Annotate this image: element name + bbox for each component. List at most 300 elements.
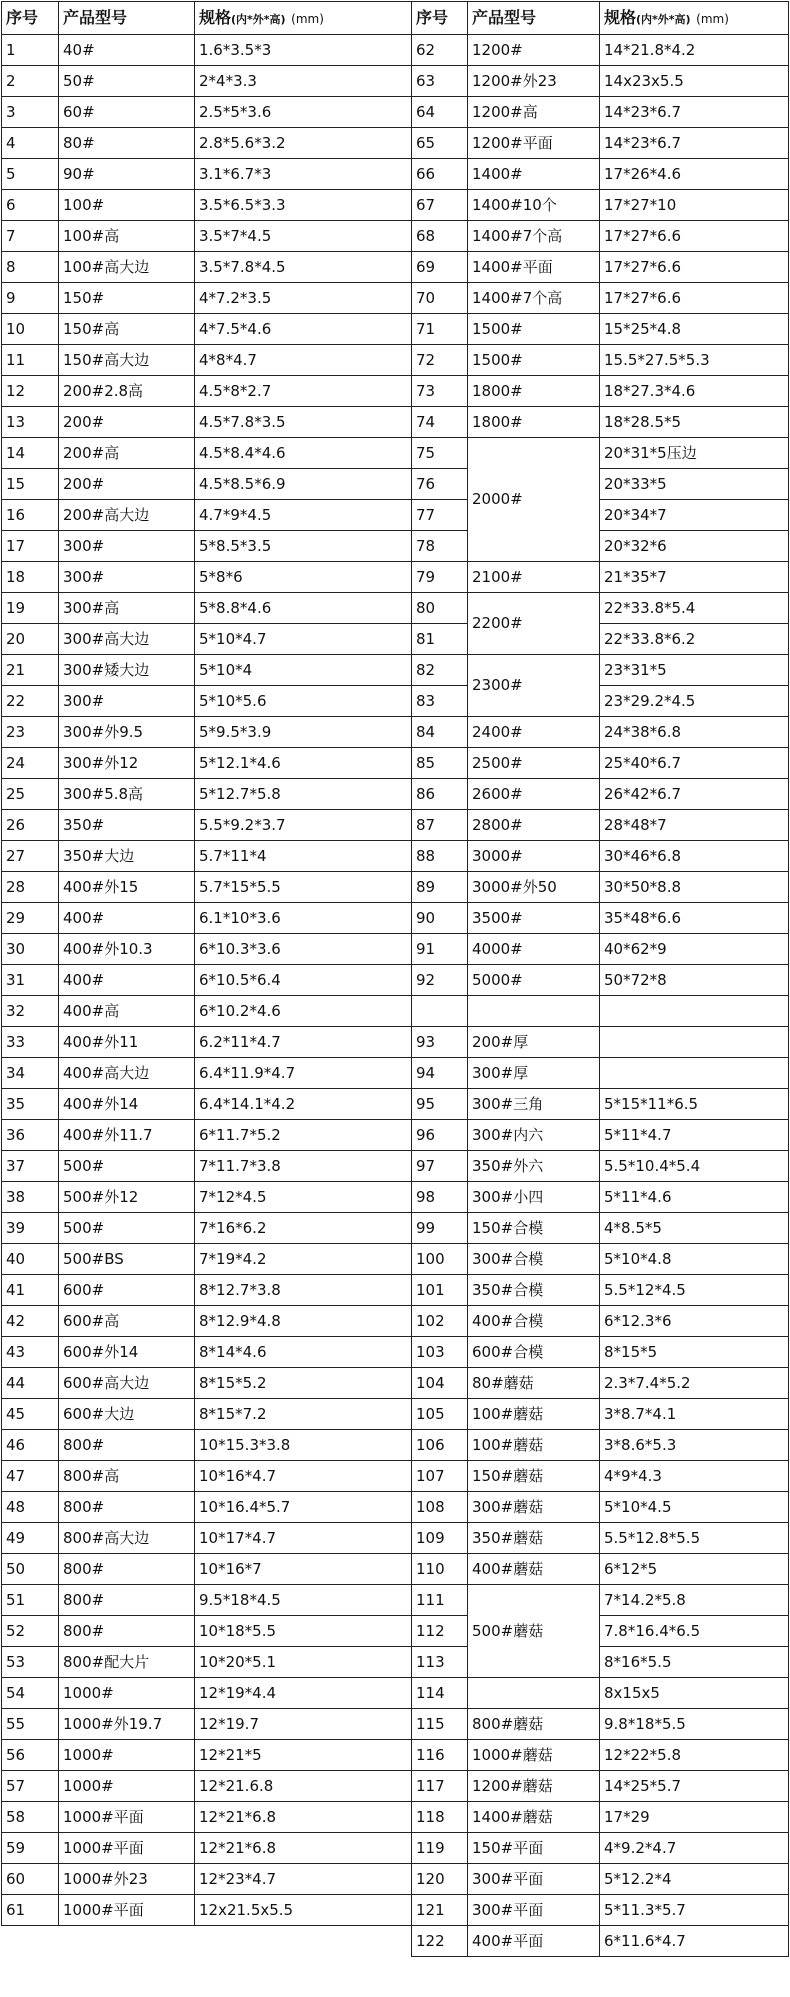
right-model-cell: 1400# [468, 159, 600, 190]
header-spec-main-right: 规格 [604, 8, 637, 27]
right-model-cell: 1200#高 [468, 97, 600, 128]
right-spec-cell: 5*11.3*5.7 [600, 1895, 789, 1926]
table-row [2, 407, 789, 438]
right-spec-cell: 25*40*6.7 [600, 748, 789, 779]
table-row [2, 500, 789, 531]
left-spec-cell: 5.5*9.2*3.7 [195, 810, 412, 841]
table-row [2, 1895, 789, 1926]
left-seq-cell: 53 [2, 1647, 59, 1678]
table-row [2, 1585, 789, 1616]
right-model-cell: 100#蘑菇 [468, 1430, 600, 1461]
left-seq-cell: 43 [2, 1337, 59, 1368]
right-model-cell: 1500# [468, 314, 600, 345]
left-seq-cell: 52 [2, 1616, 59, 1647]
left-spec-cell: 9.5*18*4.5 [195, 1585, 412, 1616]
left-model-cell: 100#高大边 [59, 252, 195, 283]
right-spec-cell: 5.5*10.4*5.4 [600, 1151, 789, 1182]
table-row [2, 872, 789, 903]
table-row [2, 1151, 789, 1182]
spec-table [1, 1, 789, 1957]
table-row [2, 1089, 789, 1120]
left-spec-cell: 5*10*4.7 [195, 624, 412, 655]
left-model-cell: 200# [59, 469, 195, 500]
left-model-cell: 1000# [59, 1740, 195, 1771]
left-model-cell: 300# [59, 686, 195, 717]
left-model-cell: 600#高 [59, 1306, 195, 1337]
right-spec-cell: 4*9.2*4.7 [600, 1833, 789, 1864]
right-seq-cell: 94 [412, 1058, 468, 1089]
table-row [2, 1864, 789, 1895]
right-spec-cell: 5*11*4.6 [600, 1182, 789, 1213]
left-model-cell: 350# [59, 810, 195, 841]
right-model-cell: 300#平面 [468, 1864, 600, 1895]
right-seq-cell: 95 [412, 1089, 468, 1120]
left-seq-cell: 18 [2, 562, 59, 593]
right-spec-cell: 50*72*8 [600, 965, 789, 996]
right-model-cell: 1400#10个 [468, 190, 600, 221]
table-row [2, 1616, 789, 1647]
left-seq-cell [2, 1926, 59, 1957]
left-spec-cell: 3.5*7*4.5 [195, 221, 412, 252]
left-model-cell: 300#高 [59, 593, 195, 624]
table-row [2, 1740, 789, 1771]
left-seq-cell: 51 [2, 1585, 59, 1616]
right-spec-cell: 40*62*9 [600, 934, 789, 965]
left-model-cell: 1000#外19.7 [59, 1709, 195, 1740]
right-seq-cell: 64 [412, 97, 468, 128]
right-spec-cell: 5*10*4.8 [600, 1244, 789, 1275]
left-model-cell: 100# [59, 190, 195, 221]
left-seq-cell: 59 [2, 1833, 59, 1864]
left-seq-cell: 44 [2, 1368, 59, 1399]
right-seq-cell: 102 [412, 1306, 468, 1337]
table-row [2, 1461, 789, 1492]
right-model-cell: 200#厚 [468, 1027, 600, 1058]
right-model-cell: 80#蘑菇 [468, 1368, 600, 1399]
left-seq-cell: 15 [2, 469, 59, 500]
left-seq-cell: 19 [2, 593, 59, 624]
header-model: 产品型号 [59, 2, 195, 35]
right-spec-cell: 4*8.5*5 [600, 1213, 789, 1244]
table-row [2, 1337, 789, 1368]
right-model-cell: 4000# [468, 934, 600, 965]
table-row [2, 438, 789, 469]
left-seq-cell: 54 [2, 1678, 59, 1709]
right-seq-cell [412, 996, 468, 1027]
right-seq-cell: 63 [412, 66, 468, 97]
left-seq-cell: 48 [2, 1492, 59, 1523]
right-seq-cell: 106 [412, 1430, 468, 1461]
right-seq-cell: 87 [412, 810, 468, 841]
right-seq-cell: 93 [412, 1027, 468, 1058]
right-seq-cell: 76 [412, 469, 468, 500]
right-model-cell: 1400#平面 [468, 252, 600, 283]
right-seq-cell: 72 [412, 345, 468, 376]
right-model-cell: 600#合模 [468, 1337, 600, 1368]
left-seq-cell: 2 [2, 66, 59, 97]
right-spec-cell: 3*8.7*4.1 [600, 1399, 789, 1430]
right-spec-cell: 14*21.8*4.2 [600, 35, 789, 66]
right-seq-cell: 119 [412, 1833, 468, 1864]
right-spec-cell: 2.3*7.4*5.2 [600, 1368, 789, 1399]
table-row [2, 1926, 789, 1957]
left-seq-cell: 37 [2, 1151, 59, 1182]
right-seq-cell: 62 [412, 35, 468, 66]
left-seq-cell: 20 [2, 624, 59, 655]
left-seq-cell: 21 [2, 655, 59, 686]
right-spec-cell: 18*27.3*4.6 [600, 376, 789, 407]
right-model-cell: 350#合模 [468, 1275, 600, 1306]
table-row [2, 624, 789, 655]
table-row [2, 1027, 789, 1058]
right-spec-cell: 21*35*7 [600, 562, 789, 593]
right-model-cell: 2400# [468, 717, 600, 748]
left-model-cell: 600#外14 [59, 1337, 195, 1368]
left-spec-cell: 5*8.5*3.5 [195, 531, 412, 562]
left-model-cell: 1000#平面 [59, 1833, 195, 1864]
left-spec-cell: 10*16*7 [195, 1554, 412, 1585]
spec-table-body [2, 35, 789, 1957]
table-row [2, 1678, 789, 1709]
left-spec-cell: 10*16*4.7 [195, 1461, 412, 1492]
right-seq-cell: 73 [412, 376, 468, 407]
header-spec-main: 规格 [199, 8, 232, 27]
left-spec-cell: 10*16.4*5.7 [195, 1492, 412, 1523]
right-spec-cell: 5*11*4.7 [600, 1120, 789, 1151]
left-spec-cell: 4*8*4.7 [195, 345, 412, 376]
right-model-cell: 300#内六 [468, 1120, 600, 1151]
right-model-cell: 150#蘑菇 [468, 1461, 600, 1492]
left-model-cell: 400#外11 [59, 1027, 195, 1058]
right-model-cell: 300#三角 [468, 1089, 600, 1120]
left-model-cell: 350#大边 [59, 841, 195, 872]
table-row [2, 965, 789, 996]
table-row [2, 252, 789, 283]
left-spec-cell [195, 1926, 412, 1957]
right-model-cell [468, 1678, 600, 1709]
right-model-cell: 300#平面 [468, 1895, 600, 1926]
left-model-cell: 400#高大边 [59, 1058, 195, 1089]
left-seq-cell: 29 [2, 903, 59, 934]
right-seq-cell: 75 [412, 438, 468, 469]
right-spec-cell: 24*38*6.8 [600, 717, 789, 748]
right-seq-cell: 101 [412, 1275, 468, 1306]
right-seq-cell: 81 [412, 624, 468, 655]
left-model-cell: 800#高 [59, 1461, 195, 1492]
right-model-cell: 1400#7个高 [468, 221, 600, 252]
left-model-cell: 800# [59, 1430, 195, 1461]
right-model-cell: 2200# [468, 593, 600, 655]
left-model-cell: 800# [59, 1616, 195, 1647]
left-spec-cell: 4*7.5*4.6 [195, 314, 412, 345]
left-seq-cell: 30 [2, 934, 59, 965]
left-seq-cell: 39 [2, 1213, 59, 1244]
left-spec-cell: 10*20*5.1 [195, 1647, 412, 1678]
right-seq-cell: 86 [412, 779, 468, 810]
left-model-cell: 150# [59, 283, 195, 314]
left-model-cell [59, 1926, 195, 1957]
right-spec-cell: 20*32*6 [600, 531, 789, 562]
left-spec-cell: 6.1*10*3.6 [195, 903, 412, 934]
right-model-cell: 2300# [468, 655, 600, 717]
header-spec [195, 2, 412, 35]
left-model-cell: 800# [59, 1492, 195, 1523]
right-model-cell: 150#平面 [468, 1833, 600, 1864]
left-spec-cell: 3.1*6.7*3 [195, 159, 412, 190]
right-spec-cell: 17*26*4.6 [600, 159, 789, 190]
left-model-cell: 400# [59, 965, 195, 996]
right-model-cell: 350#蘑菇 [468, 1523, 600, 1554]
right-model-cell: 1200#蘑菇 [468, 1771, 600, 1802]
right-model-cell: 1800# [468, 407, 600, 438]
left-model-cell: 800# [59, 1554, 195, 1585]
right-spec-cell: 18*28.5*5 [600, 407, 789, 438]
right-model-cell: 1200#外23 [468, 66, 600, 97]
left-model-cell: 400#外10.3 [59, 934, 195, 965]
right-spec-cell: 17*27*6.6 [600, 221, 789, 252]
right-spec-cell: 23*29.2*4.5 [600, 686, 789, 717]
table-row [2, 531, 789, 562]
table-row [2, 35, 789, 66]
left-model-cell: 300# [59, 562, 195, 593]
right-spec-cell [600, 1058, 789, 1089]
left-seq-cell: 36 [2, 1120, 59, 1151]
right-spec-cell: 6*12.3*6 [600, 1306, 789, 1337]
left-seq-cell: 42 [2, 1306, 59, 1337]
left-spec-cell: 4.7*9*4.5 [195, 500, 412, 531]
right-seq-cell: 121 [412, 1895, 468, 1926]
right-seq-cell: 66 [412, 159, 468, 190]
right-spec-cell: 5.5*12.8*5.5 [600, 1523, 789, 1554]
left-model-cell: 600# [59, 1275, 195, 1306]
right-spec-cell [600, 996, 789, 1027]
left-model-cell: 400#高 [59, 996, 195, 1027]
left-seq-cell: 12 [2, 376, 59, 407]
right-spec-cell: 7.8*16.4*6.5 [600, 1616, 789, 1647]
left-seq-cell: 8 [2, 252, 59, 283]
left-seq-cell: 10 [2, 314, 59, 345]
right-model-cell: 150#合模 [468, 1213, 600, 1244]
table-row [2, 1492, 789, 1523]
right-seq-cell: 99 [412, 1213, 468, 1244]
left-seq-cell: 60 [2, 1864, 59, 1895]
left-spec-cell: 12*21*6.8 [195, 1802, 412, 1833]
table-row [2, 779, 789, 810]
table-row [2, 469, 789, 500]
right-seq-cell: 91 [412, 934, 468, 965]
right-seq-cell: 71 [412, 314, 468, 345]
table-row [2, 903, 789, 934]
left-spec-cell: 12*23*4.7 [195, 1864, 412, 1895]
left-seq-cell: 4 [2, 128, 59, 159]
right-spec-cell: 30*46*6.8 [600, 841, 789, 872]
left-model-cell: 400# [59, 903, 195, 934]
right-seq-cell: 107 [412, 1461, 468, 1492]
left-seq-cell: 17 [2, 531, 59, 562]
right-seq-cell: 115 [412, 1709, 468, 1740]
left-seq-cell: 34 [2, 1058, 59, 1089]
right-model-cell: 2100# [468, 562, 600, 593]
left-seq-cell: 55 [2, 1709, 59, 1740]
right-spec-cell: 17*27*10 [600, 190, 789, 221]
right-spec-cell: 4*9*4.3 [600, 1461, 789, 1492]
left-model-cell: 80# [59, 128, 195, 159]
left-seq-cell: 11 [2, 345, 59, 376]
right-seq-cell: 104 [412, 1368, 468, 1399]
right-model-cell: 300#小四 [468, 1182, 600, 1213]
right-model-cell: 400#平面 [468, 1926, 600, 1957]
left-seq-cell: 49 [2, 1523, 59, 1554]
table-row [2, 841, 789, 872]
left-spec-cell: 2.5*5*3.6 [195, 97, 412, 128]
right-model-cell: 2800# [468, 810, 600, 841]
right-spec-cell: 7*14.2*5.8 [600, 1585, 789, 1616]
right-seq-cell: 111 [412, 1585, 468, 1616]
left-model-cell: 300#外12 [59, 748, 195, 779]
right-seq-cell: 83 [412, 686, 468, 717]
right-model-cell: 300#厚 [468, 1058, 600, 1089]
header-row [2, 2, 789, 35]
table-row [2, 655, 789, 686]
right-model-cell: 1200# [468, 35, 600, 66]
right-seq-cell: 105 [412, 1399, 468, 1430]
left-seq-cell: 57 [2, 1771, 59, 1802]
right-model-cell: 3000#外50 [468, 872, 600, 903]
right-spec-cell: 5*10*4.5 [600, 1492, 789, 1523]
left-model-cell: 1000# [59, 1678, 195, 1709]
right-seq-cell: 96 [412, 1120, 468, 1151]
right-model-cell: 1800# [468, 376, 600, 407]
spec-table-wrapper [1, 1, 789, 1957]
right-spec-cell: 30*50*8.8 [600, 872, 789, 903]
left-spec-cell: 6.4*14.1*4.2 [195, 1089, 412, 1120]
left-seq-cell: 46 [2, 1430, 59, 1461]
left-seq-cell: 27 [2, 841, 59, 872]
left-model-cell: 300#矮大边 [59, 655, 195, 686]
left-model-cell: 300#5.8高 [59, 779, 195, 810]
right-model-cell: 400#合模 [468, 1306, 600, 1337]
left-model-cell: 200# [59, 407, 195, 438]
left-model-cell: 1000#平面 [59, 1802, 195, 1833]
left-seq-cell: 22 [2, 686, 59, 717]
right-seq-cell: 65 [412, 128, 468, 159]
table-row [2, 1182, 789, 1213]
right-spec-cell: 8x15x5 [600, 1678, 789, 1709]
right-model-cell: 300#蘑菇 [468, 1492, 600, 1523]
right-spec-cell: 14x23x5.5 [600, 66, 789, 97]
left-model-cell: 1000#外23 [59, 1864, 195, 1895]
table-row [2, 1058, 789, 1089]
right-seq-cell: 97 [412, 1151, 468, 1182]
right-seq-cell: 92 [412, 965, 468, 996]
left-spec-cell: 7*12*4.5 [195, 1182, 412, 1213]
right-spec-cell: 5*15*11*6.5 [600, 1089, 789, 1120]
left-spec-cell: 1.6*3.5*3 [195, 35, 412, 66]
left-spec-cell: 4.5*8.4*4.6 [195, 438, 412, 469]
right-spec-cell: 6*12*5 [600, 1554, 789, 1585]
left-model-cell: 1000# [59, 1771, 195, 1802]
left-spec-cell: 6.4*11.9*4.7 [195, 1058, 412, 1089]
table-row [2, 159, 789, 190]
table-row [2, 1802, 789, 1833]
left-spec-cell: 7*19*4.2 [195, 1244, 412, 1275]
left-spec-cell: 8*14*4.6 [195, 1337, 412, 1368]
right-seq-cell: 68 [412, 221, 468, 252]
left-spec-cell: 12*19.7 [195, 1709, 412, 1740]
right-spec-cell: 6*11.6*4.7 [600, 1926, 789, 1957]
left-model-cell: 40# [59, 35, 195, 66]
right-spec-cell: 3*8.6*5.3 [600, 1430, 789, 1461]
left-seq-cell: 14 [2, 438, 59, 469]
table-row [2, 221, 789, 252]
right-model-cell: 2600# [468, 779, 600, 810]
left-spec-cell: 5.7*11*4 [195, 841, 412, 872]
left-spec-cell: 5*9.5*3.9 [195, 717, 412, 748]
left-model-cell: 150#高 [59, 314, 195, 345]
right-seq-cell: 85 [412, 748, 468, 779]
table-row [2, 97, 789, 128]
left-seq-cell: 47 [2, 1461, 59, 1492]
left-seq-cell: 25 [2, 779, 59, 810]
left-spec-cell: 7*16*6.2 [195, 1213, 412, 1244]
right-model-cell: 2000# [468, 438, 600, 562]
left-model-cell: 100#高 [59, 221, 195, 252]
left-seq-cell: 9 [2, 283, 59, 314]
header-seq: 序号 [2, 2, 59, 35]
table-row [2, 128, 789, 159]
table-row [2, 1833, 789, 1864]
right-spec-cell: 20*34*7 [600, 500, 789, 531]
right-spec-cell: 17*29 [600, 1802, 789, 1833]
header-model-right: 产品型号 [468, 2, 600, 35]
left-model-cell: 500#外12 [59, 1182, 195, 1213]
right-seq-cell: 90 [412, 903, 468, 934]
header-spec-unit: (mm) [291, 12, 324, 26]
table-row [2, 686, 789, 717]
left-model-cell: 200#高 [59, 438, 195, 469]
right-spec-cell: 12*22*5.8 [600, 1740, 789, 1771]
left-seq-cell: 5 [2, 159, 59, 190]
table-row [2, 1523, 789, 1554]
left-model-cell: 50# [59, 66, 195, 97]
right-model-cell: 100#蘑菇 [468, 1399, 600, 1430]
header-seq-right: 序号 [412, 2, 468, 35]
left-seq-cell: 41 [2, 1275, 59, 1306]
right-seq-cell: 89 [412, 872, 468, 903]
left-spec-cell: 12*21*5 [195, 1740, 412, 1771]
right-model-cell: 1000#蘑菇 [468, 1740, 600, 1771]
left-spec-cell: 6.2*11*4.7 [195, 1027, 412, 1058]
left-seq-cell: 35 [2, 1089, 59, 1120]
right-seq-cell: 117 [412, 1771, 468, 1802]
left-model-cell: 200#高大边 [59, 500, 195, 531]
left-spec-cell: 12*21.6.8 [195, 1771, 412, 1802]
table-row [2, 1554, 789, 1585]
table-row [2, 1647, 789, 1678]
right-spec-cell: 17*27*6.6 [600, 283, 789, 314]
right-model-cell: 800#蘑菇 [468, 1709, 600, 1740]
right-seq-cell: 120 [412, 1864, 468, 1895]
right-spec-cell: 8*16*5.5 [600, 1647, 789, 1678]
left-spec-cell: 5*10*4 [195, 655, 412, 686]
right-model-cell: 3500# [468, 903, 600, 934]
table-row [2, 1771, 789, 1802]
left-spec-cell: 3.5*7.8*4.5 [195, 252, 412, 283]
left-spec-cell: 4.5*8*2.7 [195, 376, 412, 407]
right-seq-cell: 84 [412, 717, 468, 748]
left-spec-cell: 5*12.7*5.8 [195, 779, 412, 810]
left-spec-cell: 8*12.9*4.8 [195, 1306, 412, 1337]
